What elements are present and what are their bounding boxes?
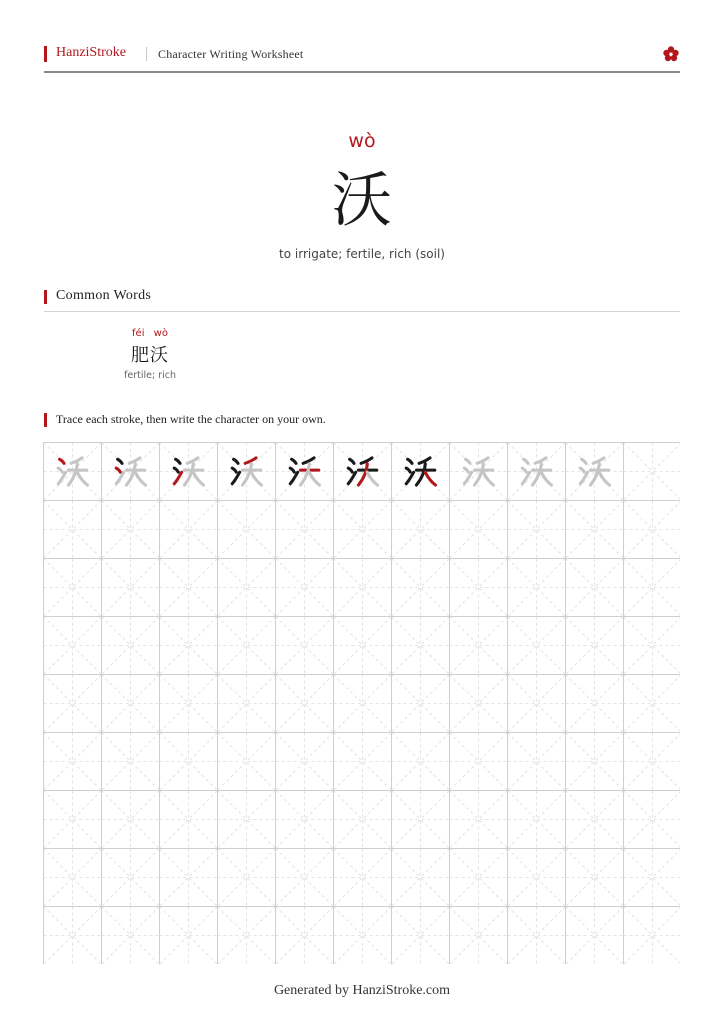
accent-bar [44,290,47,304]
character-stroke [234,459,238,463]
worksheet-header [44,44,680,64]
character-stroke [193,472,203,485]
character-stroke [522,468,526,472]
character-stroke [77,472,87,485]
character-stroke [60,459,64,463]
character-stroke [541,472,551,485]
header-rule [44,71,680,73]
character-stroke [582,459,586,463]
instruction-text: Trace each stroke, then write the character on your own. [56,412,326,426]
character-stroke [580,468,584,472]
word-pinyin: féi wò [132,328,168,339]
character-stroke [292,459,296,463]
character-stroke [367,472,377,485]
character-stroke [309,472,319,485]
word-hanzi: 肥沃 [131,345,169,366]
section-rule [44,311,680,312]
word-meaning: fertile; rich [124,370,176,381]
practice-instruction [44,411,680,427]
character-stroke [118,459,122,463]
accent-bar [44,413,47,427]
section-title: Common Words [56,288,152,303]
character-stroke [251,472,261,485]
plum-blossom-icon [662,45,680,63]
character-stroke [483,472,493,485]
character-stroke [58,468,62,472]
character-stroke [408,459,412,463]
character-stroke [599,472,609,485]
character-stroke [290,468,294,472]
common-words-heading [44,288,680,308]
character-stroke [524,459,528,463]
brand-name: HanziStroke [56,45,126,60]
accent-bar [44,46,47,62]
character-stroke [135,472,145,485]
character-stroke [406,468,410,472]
character-hanzi: 沃 [332,166,392,236]
character-stroke [466,459,470,463]
character-stroke [174,468,178,472]
character-stroke [116,468,120,472]
common-word-item [110,328,190,381]
character-pinyin: wò [348,130,376,152]
character-stroke [232,468,236,472]
character-stroke [350,459,354,463]
practice-grid-canvas [43,442,680,964]
character-stroke [464,468,468,472]
character-meaning: to irrigate; fertile, rich (soil) [279,247,445,261]
header-divider [146,47,147,61]
character-stroke [348,468,352,472]
worksheet-title: Character Writing Worksheet [158,47,304,61]
character-stroke [425,472,435,485]
character-stroke [176,459,180,463]
practice-grid [43,442,680,964]
footer-credit: Generated by HanziStroke.com [273,983,451,998]
